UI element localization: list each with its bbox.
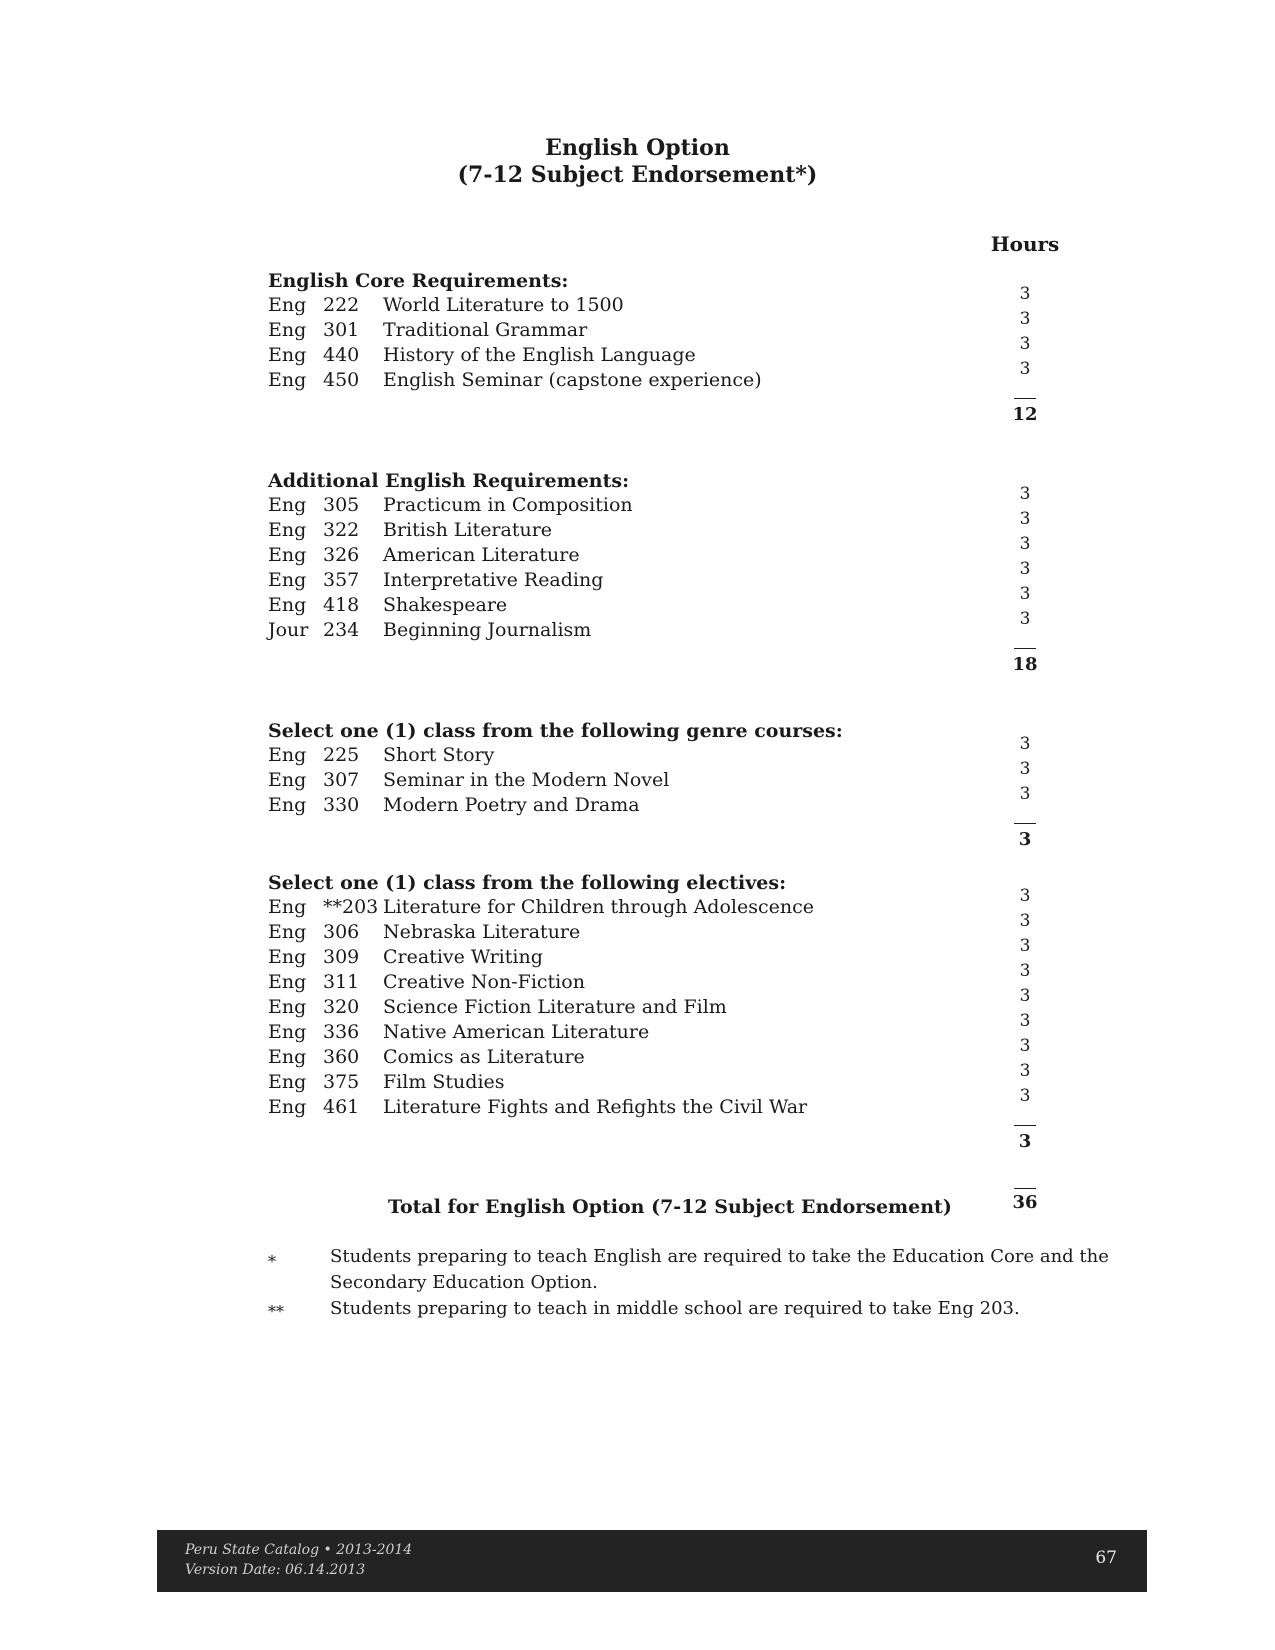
footnote-mark: ** — [268, 1302, 284, 1321]
course-hours: 3 — [1019, 986, 1031, 1006]
course-number: 357 — [323, 569, 360, 591]
course-name: Literature for Children through Adolescence — [383, 896, 814, 918]
course-dept: Eng — [268, 996, 307, 1018]
course-number: 322 — [323, 519, 360, 541]
course-name: Short Story — [383, 744, 495, 766]
subtotal-rule — [1014, 823, 1036, 824]
course-number: 450 — [323, 369, 360, 391]
catalog-title: Peru State Catalog • 2013-2014 — [185, 1542, 413, 1558]
course-number: 225 — [323, 744, 360, 766]
course-hours: 3 — [1019, 334, 1031, 354]
course-name: Seminar in the Modern Novel — [383, 769, 670, 791]
course-number: 375 — [323, 1071, 360, 1093]
course-name: Interpretative Reading — [383, 569, 604, 591]
section-heading: Additional English Requirements: — [268, 470, 630, 492]
course-number: 301 — [323, 319, 360, 341]
course-name: Comics as Literature — [383, 1046, 585, 1068]
subtotal-rule — [1014, 398, 1036, 399]
course-hours: 3 — [1019, 1036, 1031, 1056]
course-number: 336 — [323, 1021, 360, 1043]
course-hours: 3 — [1019, 784, 1031, 804]
section-subtotal: 18 — [1012, 654, 1038, 675]
page-title: English Option — [545, 135, 730, 161]
course-dept: Eng — [268, 1046, 307, 1068]
course-name: Native American Literature — [383, 1021, 650, 1043]
course-dept: Eng — [268, 594, 307, 616]
course-hours: 3 — [1019, 484, 1031, 504]
course-number: 461 — [323, 1096, 360, 1118]
total-label: Total for English Option (7-12 Subject Endorsement) — [388, 1196, 952, 1218]
course-name: Film Studies — [383, 1071, 505, 1093]
course-dept: Eng — [268, 494, 307, 516]
course-name: English Seminar (capstone experience) — [383, 369, 762, 391]
footnote-text: Students preparing to teach in middle school are required to take Eng 203. — [330, 1298, 1020, 1319]
course-dept: Eng — [268, 744, 307, 766]
course-name: Practicum in Composition — [383, 494, 633, 516]
course-hours: 3 — [1019, 559, 1031, 579]
course-name: American Literature — [383, 544, 580, 566]
course-hours: 3 — [1019, 1086, 1031, 1106]
course-dept: Eng — [268, 344, 307, 366]
course-name: Modern Poetry and Drama — [383, 794, 640, 816]
course-hours: 3 — [1019, 1011, 1031, 1031]
course-hours: 3 — [1019, 359, 1031, 379]
course-number: 326 — [323, 544, 360, 566]
course-name: World Literature to 1500 — [383, 294, 624, 316]
course-name: Beginning Journalism — [383, 619, 592, 641]
course-hours: 3 — [1019, 309, 1031, 329]
course-number: 418 — [323, 594, 360, 616]
course-hours: 3 — [1019, 534, 1031, 554]
page-number: 67 — [1095, 1548, 1117, 1568]
course-number: 311 — [323, 971, 360, 993]
course-dept: Eng — [268, 896, 307, 918]
course-name: Science Fiction Literature and Film — [383, 996, 727, 1018]
course-hours: 3 — [1019, 1061, 1031, 1081]
section-subtotal: 12 — [1012, 404, 1038, 425]
course-number: 305 — [323, 494, 360, 516]
course-number: 320 — [323, 996, 360, 1018]
course-dept: Eng — [268, 921, 307, 943]
course-number: 309 — [323, 946, 360, 968]
version-date: Version Date: 06.14.2013 — [185, 1562, 366, 1578]
course-dept: Eng — [268, 544, 307, 566]
course-name: Nebraska Literature — [383, 921, 581, 943]
course-dept: Eng — [268, 794, 307, 816]
course-dept: Jour — [268, 619, 309, 641]
section-heading: Select one (1) class from the following genre courses: — [268, 720, 843, 742]
course-hours: 3 — [1019, 509, 1031, 529]
footnote-mark: * — [268, 1252, 276, 1271]
course-hours: 3 — [1019, 936, 1031, 956]
course-name: Traditional Grammar — [383, 319, 588, 341]
course-dept: Eng — [268, 369, 307, 391]
course-hours: 3 — [1019, 911, 1031, 931]
course-number: 440 — [323, 344, 360, 366]
course-dept: Eng — [268, 1096, 307, 1118]
course-hours: 3 — [1019, 284, 1031, 304]
course-number: 360 — [323, 1046, 360, 1068]
course-dept: Eng — [268, 294, 307, 316]
course-hours: 3 — [1019, 609, 1031, 629]
section-subtotal: 3 — [1018, 1131, 1032, 1152]
course-name: Literature Fights and Refights the Civil War — [383, 1096, 808, 1118]
course-hours: 3 — [1019, 759, 1031, 779]
subtotal-rule — [1014, 1125, 1036, 1126]
course-number: 222 — [323, 294, 360, 316]
course-number: 307 — [323, 769, 360, 791]
course-dept: Eng — [268, 319, 307, 341]
section-heading: English Core Requirements: — [268, 270, 569, 292]
course-name: Shakespeare — [383, 594, 508, 616]
section-subtotal: 3 — [1018, 829, 1032, 850]
course-hours: 3 — [1019, 734, 1031, 754]
course-hours: 3 — [1019, 584, 1031, 604]
course-name: Creative Writing — [383, 946, 543, 968]
course-number: 306 — [323, 921, 360, 943]
course-dept: Eng — [268, 1071, 307, 1093]
course-number: **203 — [323, 896, 379, 918]
course-dept: Eng — [268, 1021, 307, 1043]
hours-column-header: Hours — [990, 232, 1060, 256]
course-hours: 3 — [1019, 961, 1031, 981]
course-dept: Eng — [268, 569, 307, 591]
course-dept: Eng — [268, 946, 307, 968]
course-number: 234 — [323, 619, 360, 641]
page-subtitle: (7-12 Subject Endorsement*) — [457, 162, 818, 188]
page-footer — [157, 1530, 1147, 1592]
total-value: 36 — [1012, 1192, 1038, 1213]
course-name: History of the English Language — [383, 344, 696, 366]
course-dept: Eng — [268, 769, 307, 791]
course-number: 330 — [323, 794, 360, 816]
total-rule — [1014, 1188, 1036, 1189]
section-heading: Select one (1) class from the following electives: — [268, 872, 787, 894]
subtotal-rule — [1014, 648, 1036, 649]
course-hours: 3 — [1019, 886, 1031, 906]
course-dept: Eng — [268, 519, 307, 541]
course-name: British Literature — [383, 519, 553, 541]
footnote-text: Students preparing to teach English are required to take the Education Core and the Secondary Education Option. — [330, 1246, 1109, 1293]
course-dept: Eng — [268, 971, 307, 993]
course-name: Creative Non-Fiction — [383, 971, 585, 993]
